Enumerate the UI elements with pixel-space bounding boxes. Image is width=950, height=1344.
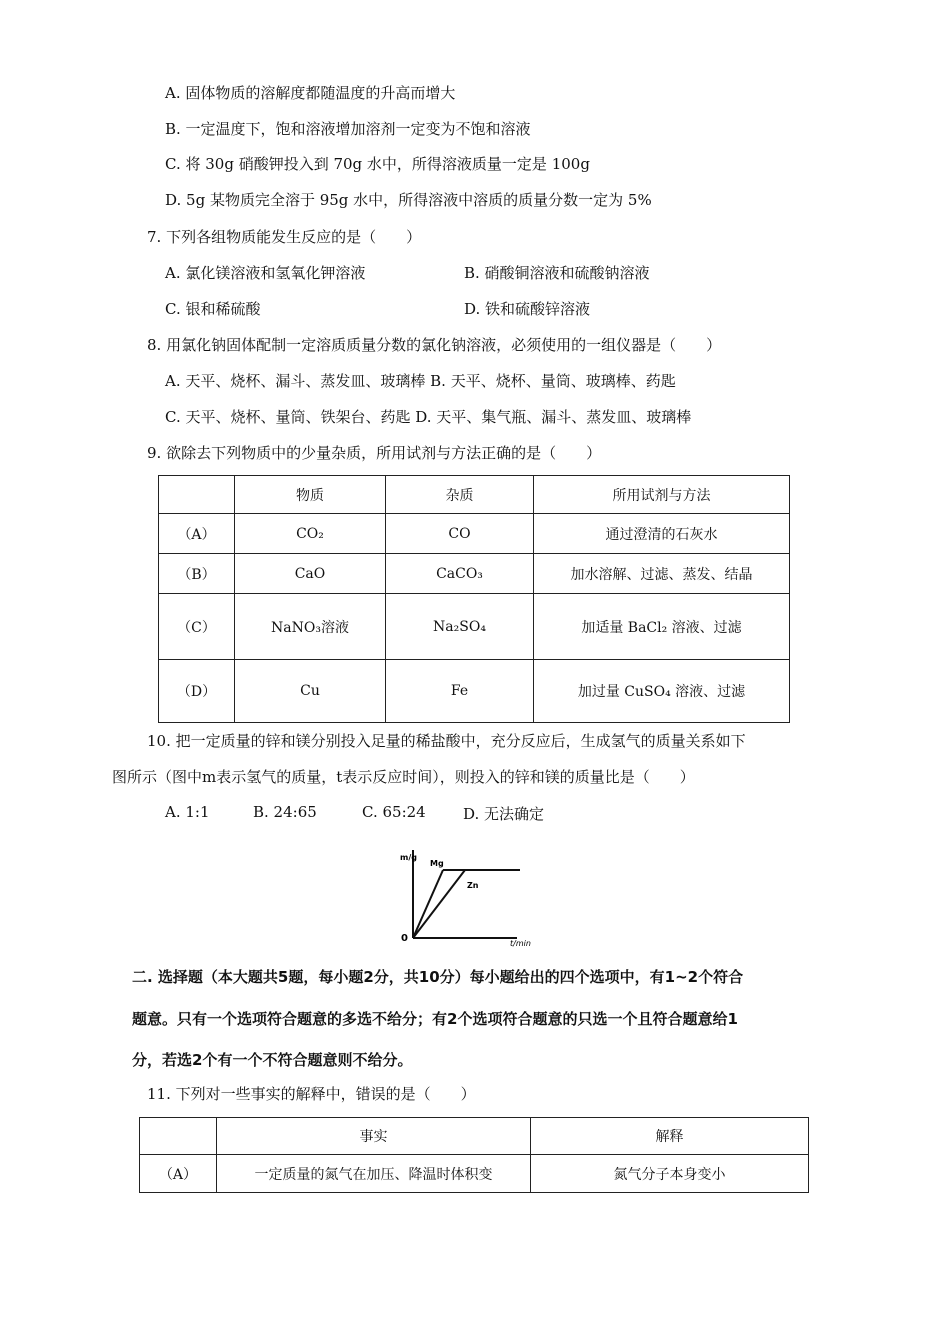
q9-header-cell: 杂质 <box>386 476 534 514</box>
q11-table <box>139 1117 809 1193</box>
y-axis-label: m/g <box>400 853 417 862</box>
origin-label: 0 <box>401 933 408 944</box>
q9-header-cell: 所用试剂与方法 <box>534 476 790 514</box>
q9-table <box>158 475 790 723</box>
q9-cell: Cu <box>235 660 386 723</box>
q9-stem: 9. 欲除去下列物质中的少量杂质，所用试剂与方法正确的是（ ） <box>147 444 602 462</box>
q9-header-cell <box>159 476 235 514</box>
q11-cell: 一定质量的氮气在加压、降温时体积变 <box>217 1155 531 1193</box>
q9-cell: Na₂SO₄ <box>386 594 534 660</box>
q9-cell: 加过量 CuSO₄ 溶液、过滤 <box>534 660 790 723</box>
q9-cell: （C） <box>159 594 235 660</box>
q6-option-d: D. 5g 某物质完全溶于 95g 水中，所得溶液中溶质的质量分数一定为 5% <box>165 191 652 209</box>
q9-cell: CO₂ <box>235 514 386 554</box>
q8-stem: 8. 用氯化钠固体配制一定溶质质量分数的氯化钠溶液，必须使用的一组仪器是（ ） <box>147 336 722 354</box>
q7-option-d: D. 铁和硫酸锌溶液 <box>464 300 591 318</box>
q9-cell: （D） <box>159 660 235 723</box>
q9-cell: CaO <box>235 554 386 594</box>
q10-option-c: C. 65:24 <box>362 803 426 821</box>
q7-option-c: C. 银和稀硫酸 <box>165 300 261 318</box>
q7-option-a: A. 氯化镁溶液和氢氧化钾溶液 <box>165 264 366 282</box>
q11-stem: 11. 下列对一些事实的解释中，错误的是（ ） <box>147 1085 476 1103</box>
table-row <box>159 554 790 594</box>
series-label-mg: Mg <box>430 859 444 868</box>
q9-cell: 加水溶解、过滤、蒸发、结晶 <box>534 554 790 594</box>
q11-header-cell: 解释 <box>531 1118 809 1155</box>
table-row <box>159 660 790 723</box>
q11-header-cell <box>140 1118 217 1155</box>
q6-option-a: A. 固体物质的溶解度都随温度的升高而增大 <box>165 84 456 102</box>
section2-heading-line2: 题意。只有一个选项符合题意的多选不给分；有2个选项符合题意的只选一个且符合题意给1 <box>132 1010 738 1028</box>
q11-cell: 氮气分子本身变小 <box>531 1155 809 1193</box>
q6-option-c: C. 将 30g 硝酸钾投入到 70g 水中，所得溶液质量一定是 100g <box>165 155 590 173</box>
q10-line2: 图所示（图中m表示氢气的质量，t表示反应时间），则投入的锌和镁的质量比是（ ） <box>112 768 695 786</box>
table-row <box>140 1155 809 1193</box>
q9-cell: CaCO₃ <box>386 554 534 594</box>
q9-cell: 通过澄清的石灰水 <box>534 514 790 554</box>
q8-options-ab: A. 天平、烧杯、漏斗、蒸发皿、玻璃棒 B. 天平、烧杯、量筒、玻璃棒、药匙 <box>165 372 676 390</box>
q9-cell: 加适量 BaCl₂ 溶液、过滤 <box>534 594 790 660</box>
section2-heading-line3: 分，若选2个有一个不符合题意则不给分。 <box>132 1051 413 1069</box>
q9-cell: CO <box>386 514 534 554</box>
q9-table-header <box>159 476 790 514</box>
q9-cell: NaNO₃溶液 <box>235 594 386 660</box>
q11-table-header <box>140 1118 809 1155</box>
q10-option-b: B. 24:65 <box>253 803 317 821</box>
q7-stem: 7. 下列各组物质能发生反应的是（ ） <box>147 228 422 246</box>
q9-cell: （B） <box>159 554 235 594</box>
q10-line1: 10. 把一定质量的锌和镁分别投入足量的稀盐酸中，充分反应后，生成氢气的质量关系如下 <box>147 732 746 750</box>
table-row <box>159 514 790 554</box>
table-row <box>159 594 790 660</box>
q11-header-cell: 事实 <box>217 1118 531 1155</box>
q7-option-b: B. 硝酸铜溶液和硫酸钠溶液 <box>464 264 650 282</box>
series-label-zn: Zn <box>467 881 479 890</box>
section2-heading-line1: 二. 选择题（本大题共5题，每小题2分，共10分）每小题给出的四个选项中，有1~2个符合 <box>132 968 744 986</box>
q8-options-cd: C. 天平、烧杯、量筒、铁架台、药匙 D. 天平、集气瓶、漏斗、蒸发皿、玻璃棒 <box>165 408 692 426</box>
q11-cell: （A） <box>140 1155 217 1193</box>
q9-cell: Fe <box>386 660 534 723</box>
q10-option-a: A. 1:1 <box>165 803 210 821</box>
q10-option-d: D. 无法确定 <box>463 805 545 823</box>
q6-option-b: B. 一定温度下，饱和溶液增加溶剂一定变为不饱和溶液 <box>165 120 531 138</box>
q9-cell: （A） <box>159 514 235 554</box>
q9-header-cell: 物质 <box>235 476 386 514</box>
q10-graph <box>395 842 545 952</box>
x-axis-label: t/min <box>510 939 531 948</box>
